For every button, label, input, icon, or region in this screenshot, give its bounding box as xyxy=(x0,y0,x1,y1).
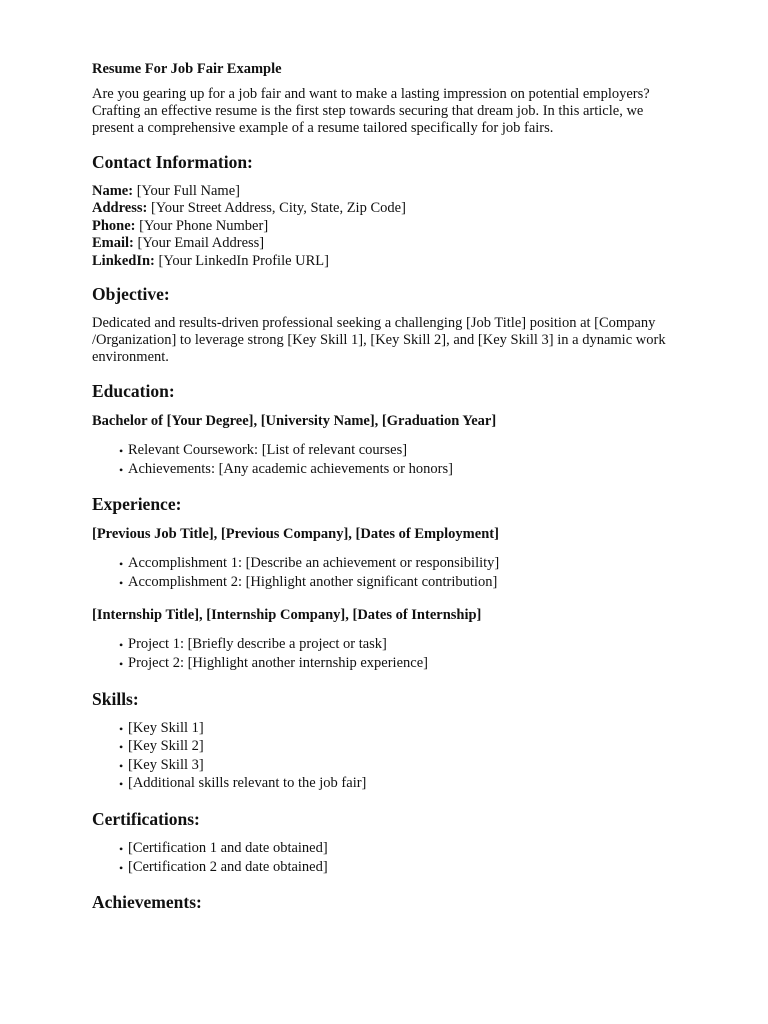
degree-line: Bachelor of [Your Degree], [University Name], [Graduation Year] xyxy=(92,413,497,430)
list-item xyxy=(119,720,732,739)
list-item-text: [Key Skill 3] xyxy=(128,756,204,773)
list-item-text: [Additional skills relevant to the job fair] xyxy=(128,775,367,792)
bullet-icon: • xyxy=(119,462,124,477)
bullet-icon: • xyxy=(119,758,124,773)
list-item-text: Achievements: [Any academic achievements or honors] xyxy=(128,460,453,477)
bullet-icon: • xyxy=(119,740,124,755)
bullet-icon: • xyxy=(119,638,124,653)
contact-block xyxy=(92,183,732,270)
bullet-icon: • xyxy=(119,657,124,671)
contact-label: LinkedIn: xyxy=(92,252,155,269)
objective-paragraph xyxy=(92,315,732,366)
intro-line: Are you gearing up for a job fair and want to make a lasting impression on potential employers? xyxy=(92,86,650,102)
experience-heading: Experience: xyxy=(92,494,182,515)
contact-value: [Your LinkedIn Profile URL] xyxy=(158,252,329,269)
education-list xyxy=(92,442,732,479)
list-item xyxy=(119,636,732,655)
list-item-text: [Key Skill 2] xyxy=(128,738,204,755)
list-item xyxy=(119,655,732,674)
list-item-text: Project 1: [Briefly describe a project or task] xyxy=(128,636,387,653)
objective-heading: Objective: xyxy=(92,284,170,305)
list-item xyxy=(119,461,732,480)
internship-list xyxy=(92,636,732,673)
list-item-text: [Key Skill 1] xyxy=(128,719,204,736)
bullet-icon: • xyxy=(119,557,124,572)
bullet-icon: • xyxy=(119,860,124,875)
bullet-icon: • xyxy=(119,721,124,736)
list-item xyxy=(119,738,732,757)
education-heading: Education: xyxy=(92,381,175,402)
list-item xyxy=(119,574,732,593)
certifications-heading: Certifications: xyxy=(92,808,200,829)
contact-linkedin xyxy=(92,253,732,270)
contact-value: [Your Street Address, City, State, Zip Code] xyxy=(150,200,406,217)
list-item xyxy=(119,859,732,878)
objective-line: environment. xyxy=(92,349,169,366)
contact-value: [Your Phone Number] xyxy=(139,217,269,234)
list-item-text: Accomplishment 1: [Describe an achievement or responsibility] xyxy=(128,555,500,572)
bullet-icon: • xyxy=(119,575,124,590)
contact-label: Address: xyxy=(92,200,148,217)
bullet-icon: • xyxy=(119,841,124,856)
contact-value: [Your Email Address] xyxy=(137,235,265,252)
intro-line: Crafting an effective resume is the first step towards securing that dream job. In this article, we xyxy=(92,103,644,119)
list-item-text: [Certification 1 and date obtained] xyxy=(128,839,328,856)
list-item xyxy=(119,442,732,461)
achievements-heading: Achievements: xyxy=(92,892,202,913)
bullet-icon: • xyxy=(119,444,124,459)
list-item xyxy=(119,840,732,859)
intro-line: present a comprehensive example of a resume tailored specifically for job fairs. xyxy=(92,120,554,136)
list-item xyxy=(119,555,732,574)
objective-line: /Organization] to leverage strong [Key Skill 1], [Key Skill 2], and [Key Skill 3] in a dynamic work xyxy=(92,332,666,349)
contact-email xyxy=(92,235,732,252)
objective-line: Dedicated and results-driven professional seeking a challenging [Job Title] position at [Company xyxy=(92,315,656,332)
contact-label: Email: xyxy=(92,235,134,252)
document-page xyxy=(92,60,732,923)
contact-label: Name: xyxy=(92,183,134,199)
contact-address xyxy=(92,200,732,217)
internship-title-line: [Internship Title], [Internship Company], [Dates of Internship] xyxy=(92,607,482,624)
list-item xyxy=(119,757,732,776)
intro-paragraph xyxy=(92,86,732,137)
job-list xyxy=(92,555,732,592)
list-item xyxy=(119,775,732,794)
contact-phone xyxy=(92,218,732,235)
skills-list xyxy=(92,720,732,794)
job-title-line: [Previous Job Title], [Previous Company], [Dates of Employment] xyxy=(92,526,499,543)
list-item-text: Project 2: [Highlight another internship experience] xyxy=(128,655,428,671)
contact-heading: Contact Information: xyxy=(92,152,253,172)
bullet-icon: • xyxy=(119,777,124,792)
certifications-list xyxy=(92,840,732,877)
document-title: Resume For Job Fair Example xyxy=(92,61,282,77)
skills-heading: Skills: xyxy=(92,688,139,709)
list-item-text: [Certification 2 and date obtained] xyxy=(128,858,328,875)
contact-label: Phone: xyxy=(92,217,136,234)
contact-value: [Your Full Name] xyxy=(136,183,240,199)
contact-name xyxy=(92,183,732,200)
list-item-text: Accomplishment 2: [Highlight another significant contribution] xyxy=(128,573,498,590)
list-item-text: Relevant Coursework: [List of relevant courses] xyxy=(128,442,408,459)
